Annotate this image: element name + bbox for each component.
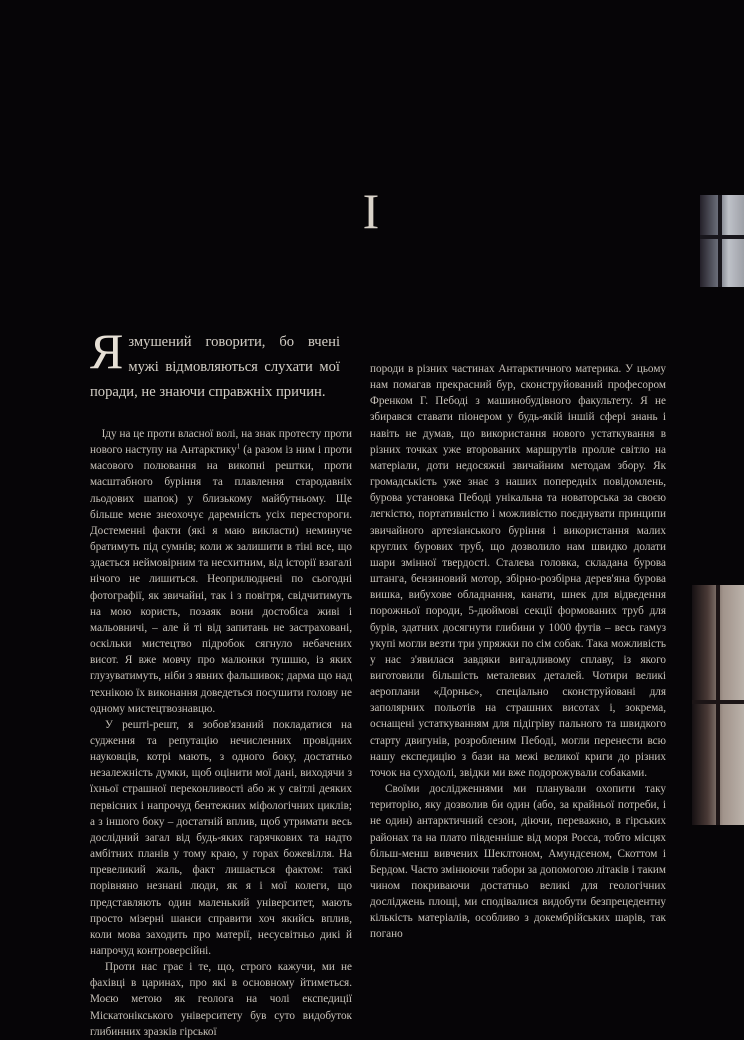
window-light-bottom <box>692 585 744 825</box>
lede-paragraph <box>90 323 340 405</box>
right-column <box>370 361 666 943</box>
paragraph: У решті-решт, я зобов'язаний покладатися на судження та репутацію нечисленних провідних науковців, котрі мають, з одного боку, достатньо незалежність думки, щоб оцінити мої дані, виходячи з їхньої страшної переконливості або ж у світлі деяких первісних і напрочуд бентежних міфологічних циклів; а з іншого боку – достатній вплив, щоб утримати весь дослідний загал від будь-яких гарячкових та надто амбітних планів у тому краю, у горах божевілля. На превеликий жаль, факт лишається фактом: такі порівняно незнані люди, як я і мої колеги, що представляють один маленький університет, мають просто мізерні шанси справити хоч якийсь вплив, коли мова заходить про матерії, несусвітньо дикі й напрочуд контроверсійні. <box>90 718 352 957</box>
drop-cap: Я <box>90 323 124 379</box>
footnote-marker[interactable]: 1 <box>236 442 241 451</box>
paragraph <box>90 426 352 717</box>
lede-text: змушений говорити, бо вчені мужі відмовляються слухати мої поради, не знаючи справжніх причин. <box>90 334 340 400</box>
paragraph-text: (а разом із ним і проти масового полювання на викопні рештки, проти масштабного буріння та плавлення стародавніх льодових шапок) у близькому майбутньому. Ще більше мене знеохочує даремність усіх перестороги. Достеменні факти (які я маю викласти) неминуче братимуть під сумнів; коли ж залишити в тіні все, що здається неймовірним та несхитним, від історії взагалі нічого не лишиться. Неоприлюднені по сьогодні фотографії, як звичайні, так і з повітря, свідчитимуть на мою користь, позаяк вони достобіса живі і мальовничі, – але й ті від запитань не застраховані, оскільки мистецтво підробок сягнуло небачених висот. Я вже мовчу про малюнки тушшю, із яких глузуватимуть, ніби з явних фальшивок; дарма що над технікою їх виконання доведеться посушити голову не одному мистецтвознавцю. <box>90 444 352 715</box>
window-frame <box>716 585 720 825</box>
window-frame <box>692 700 744 704</box>
left-column <box>90 426 352 1040</box>
paragraph: Проти нас грає і те, що, строго кажучи, ми не фахівці в царинах, про які в основному йтиметься. Моєю метою як геолога на чолі експедиції Міскатонікського університету був суто видобуток глибинних зразків гірської <box>90 961 352 1038</box>
paragraph-text: Іду на це проти власної волі, на знак протесту проти нового наступу на Антарктику <box>90 428 352 457</box>
paragraph: Своїми дослідженнями ми планували охопити таку територію, яку дозволив би один (або, за крайньої потреби, і не один) антарктичний сезон, діючи, переважно, в гірських районах та на плато південніше від моря Росса, тобто місцях більш-менш вивчених Шеклтоном, Амундсеном, Скоттом і Бердом. Часто змінюючи табори за допомогою літаків і таким чином покриваючи достатньо великі для геологічних досліджень площі, ми сподівалися видобути безпрецедентну кількість матеріалів, особливо з докембрійських шарів, так погано <box>370 783 666 941</box>
paragraph: породи в різних частинах Антарктичного материка. У цьому нам помагав прекрасний бур, сконструйований професором Френком Г. Пебоді з машинобудівного факультету. Я не збирався ставати піонером у будь-якій іншій сфері знань і навіть не думав, що використання нового устаткування в різних точках уже второваних маршрутів пролле світло на матеріали, доти недосяжні звичайним методам збору. Як громадськість уже знає з наших попередніх повідомлень, бурова установка Пебоді унікальна та новаторська за своєю легкістю, портативністю і можливістю поєднувати принципи звичайного артезіанського буріння і використання малих круглих бурових труб, що дозволило нам швидко долати шари змінної твердості. Сталева головка, складана бурова штанга, бензиновий мотор, збірно-розбірна дерев'яна бурова вишка, вибухове обладнання, канати, шнек для відведення порожньої породи, 5-дюймові секції формованих труб для бурів, здатних досягнути глибини у 1000 футів – весь гамуз укупі могли везти три упряжки по сім собак. Така можливість у нас з'явилася завдяки вигадливому сплаву, із якого виготовили більшість металевих деталей. Чотири великі аероплани «Дорньє», спеціально сконструйовані для заполярних польотів на страшних висотах і, зокрема, оснащені устаткуванням для підігріву пального та швидкого старту двигунів, розробленим Пебоді, могли перенести всю нашу експедицію з бази на межі великої криги до різних точок на суходолі, звідки ми вже подорожували собаками. <box>370 363 666 779</box>
chapter-number: I <box>362 183 382 239</box>
